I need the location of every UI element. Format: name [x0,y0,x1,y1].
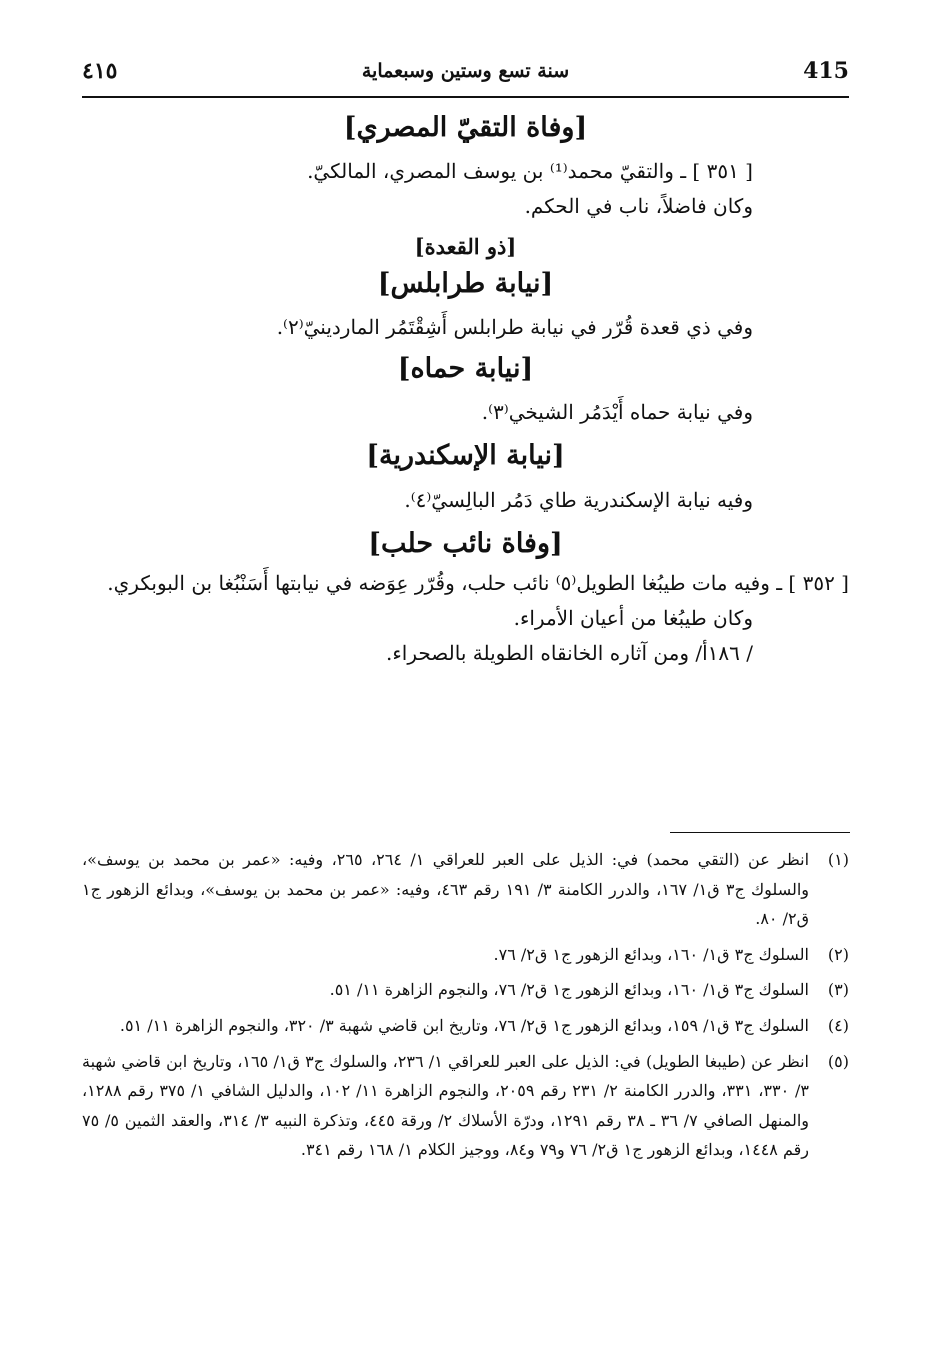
footnotes [82,845,849,1171]
footnote [82,940,849,970]
section-heading: [نيابة طرابلس] [377,267,554,299]
main-text [82,112,849,671]
month-subheading: [ذو القعدة] [414,234,517,260]
footnote-text: السلوك ج٣ ق١/ ١٥٩، وبدائع الزهور ج١ ق٢/ ٧٦، وتاريخ ابن قاضي شهبة ٣/ ٣٢٠، والنجوم الزاهرة ١١/ ٥١. [119,1015,809,1035]
entry-351: [ ٣٥١ ] ـ والتقيّ محمد⁽¹⁾ بن يوسف المصري، المالكيّ. [307,159,753,184]
footnote-marker: (٥) [827,1051,849,1071]
footnote-marker: (٣) [827,980,849,1000]
footnote [82,1011,849,1041]
footnote-text: انظر عن (طيبغا الطويل) في: الذيل على العبر للعراقي ١/ ٢٣٦، والسلوك ج٣ ق١/ ١٦٥، وتاريخ ابن قاضي شهبة ٣/ ٣٣٠، ٣٣١، والدرر الكامنة ٢/ ٢٣١ رقم ٢٠٥٩، والنجوم الزاهرة ١١/ ١٠٢، والدليل الشافي ١/ ٣٧٥ رقم ١٢٨٨، والمنهل الصافي ٧/ ٣٦ ـ ٣٨ رقم ١٢٩١، ودرّة الأسلاك ٢/ ورقة ٤٤٥، وتذكرة النبيه ٣/ ٣١٤، والعقد الثمين ٥/ ٧٥ رقم ١٤٤٨، وبدائع الزهور ج١ ق٢/ ٧٦ و٧٩ و٨٤، ووجيز الكلام ١/ ١٦٨ رقم ٣٤١. [82,1051,810,1160]
section-heading: [وفاة نائب حلب] [368,527,563,559]
paragraph: وفي نيابة حماه أَيْدَمُر الشيخي⁽٣⁾. [481,400,753,425]
paragraph: وفي ذي قعدة قُرّر في نيابة طرابلس أَشِقْتَمُر الماردينيّ⁽٢⁾. [276,314,753,339]
footnote [82,845,849,934]
footnote-text: السلوك ج٣ ق١/ ١٦٠، وبدائع الزهور ج١ ق٢/ ٧٦، والنجوم الزاهرة ١١/ ٥١. [329,980,809,1000]
paragraph: وكان طيبُغا من أعيان الأمراء. [513,606,753,631]
section-heading: [نيابة حماه] [397,352,534,384]
footnote-rule [670,832,850,833]
header-rule [82,96,849,98]
paragraph: / ١٨٦أ/ ومن آثاره الخانقاه الطويلة بالصحراء. [386,641,753,666]
footnote-text: انظر عن (التقي محمد) في: الذيل على العبر للعراقي ١/ ٢٦٤، ٢٦٥، وفيه: «عمر بن محمد بن يوسف»، والسلوك ج٣ ق١/ ١٦٧، والدرر الكامنة ٣/ ١٩١ رقم ٤٦٣، وفيه: «عمر بن محمد بن يوسف»، وبدائع الزهور ج١ ق٢/ ٨٠. [82,850,810,929]
running-title: سنة تسع وستين وسبعماية [361,60,570,82]
footnote [82,1047,849,1165]
section-heading: [نيابة الإسكندرية] [366,440,565,472]
footnote-text: السلوك ج٣ ق١/ ١٦٠، وبدائع الزهور ج١ ق٢/ ٧٦. [493,944,809,964]
paragraph: وكان فاضلاً، ناب في الحكم. [524,194,753,219]
paragraph: وفيه نيابة الإسكندرية طاي دَمُر البالِسيّ⁽٤⁾. [404,487,753,512]
footnote [82,975,849,1005]
entry-352: [ ٣٥٢ ] ـ وفيه مات طيبُغا الطويل⁽٥⁾ نائب حلب، وقُرّر عِوَضه في نيابتها أَسَنْبُغا بن البوبكري. [107,571,849,596]
footnote-marker: (٤) [827,1015,849,1035]
footnote-marker: (٢) [827,944,849,964]
page-number-arabic: ٤١٥ [82,58,118,84]
running-header [82,58,849,94]
section-heading: [وفاة التقيّ المصري] [343,112,588,143]
footnote-marker: (١) [827,850,849,869]
page-number-latin: 415 [803,58,849,84]
